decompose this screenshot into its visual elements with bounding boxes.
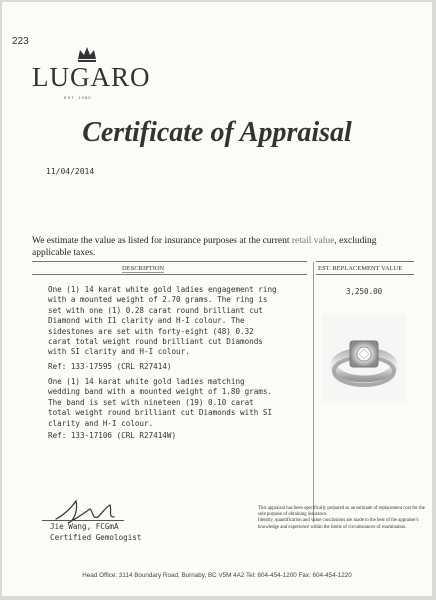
- column-divider: [313, 262, 314, 522]
- certificate-page: [2, 2, 432, 596]
- brand-established: EST. 1980: [64, 95, 92, 100]
- appraisal-date: 11/04/2014: [46, 167, 95, 176]
- signer-name: Jie Wang, FCGmA: [50, 522, 119, 531]
- value-header-rule: [316, 261, 414, 262]
- signer-title: Certified Gemologist: [50, 533, 142, 542]
- description-header-rule: [32, 261, 307, 262]
- ring-photo: [322, 315, 406, 403]
- handwritten-annotation: 223: [12, 36, 29, 47]
- description-column-header: DESCRIPTION: [122, 265, 165, 272]
- value-header-underline: [316, 274, 414, 275]
- footer-contact: Head Office: 3114 Boundary Road, Burnaby, BC V5M 4A2 Tel: 604-454-1200 Fax: 604-454-1220: [82, 572, 352, 579]
- estimate-text-end: , excluding applicable taxes.: [32, 236, 377, 258]
- crown-logo-icon: [76, 46, 98, 62]
- estimate-text-start: We estimate the value as listed for insurance purposes at the current: [32, 236, 292, 246]
- item-reference: Ref: 133-17595 (CRL R27414): [48, 362, 172, 371]
- replacement-value: 3,250.00: [346, 287, 383, 296]
- signature-line: [42, 520, 124, 521]
- disclaimer-purpose: This appraisal has been specifically prepared as an estimate of replacement cost for the sole purpose of obtaining insurance.: [258, 506, 425, 518]
- brand-logo: LUGARO: [32, 62, 151, 92]
- disclaimer: [258, 506, 428, 531]
- item-description: One (1) 14 karat white gold ladies matching wedding band with a mounted weight of 1.80 grams. The band is set with nineteen (19) 0.10 carat total weight round brilliant cut Diamonds with SI clarity and H-I colour.: [48, 377, 273, 428]
- item-description: One (1) 14 karat white gold ladies engagement ring with a mounted weight of 2.70 grams. The ring is set with one (1) 0.28 carat round brilliant cut Diamond with I1 clarity and H-I colour. The sidestones are set with forty-eight (48) 0.32 carat total weight round brilliant cut Diamonds with SI clarity and H-I colour.: [48, 285, 277, 357]
- page-title: Certificate of Appraisal: [82, 117, 352, 148]
- description-header-underline: [32, 274, 307, 275]
- estimate-highlight: retail value: [291, 236, 335, 246]
- estimate-statement: [32, 235, 407, 259]
- item-reference: Ref: 133-17106 (CRL R27414W): [48, 431, 177, 440]
- value-column-header: EST. REPLACEMENT VALUE: [318, 265, 403, 272]
- disclaimer-identity: Identity, quantification and value conclusions are made to the best of the appraiser's knowledge and experience within the limits of circumstances of examination.: [258, 518, 419, 530]
